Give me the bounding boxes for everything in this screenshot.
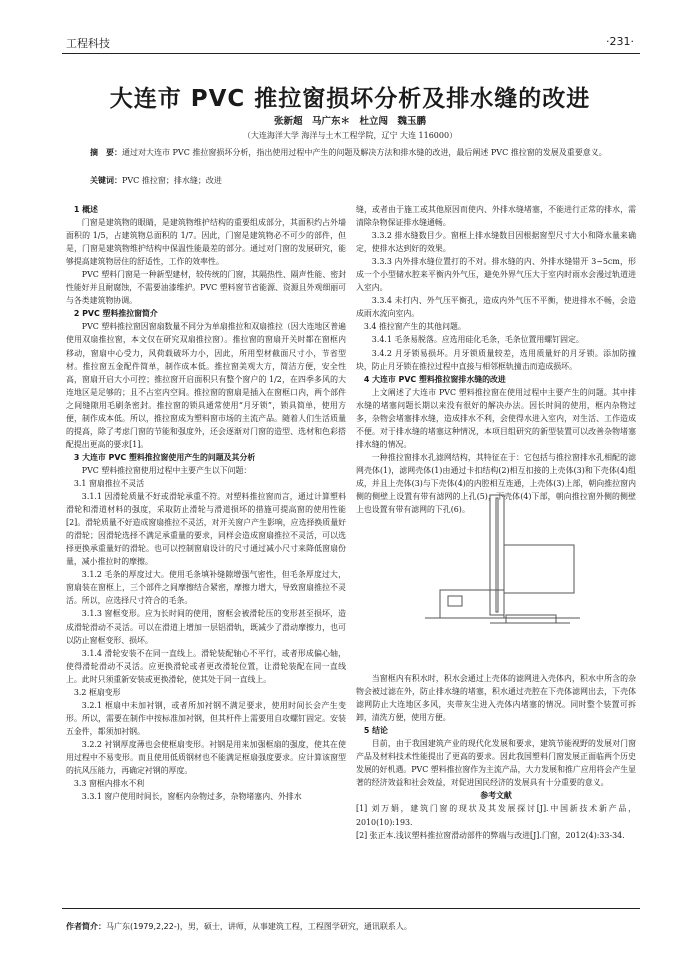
page-title: 大连市 PVC 推拉窗损坏分析及排水缝的改进 [109,86,591,112]
paragraph: 3.3.2 排水缝数目少。窗框上排水缝数目因根据窗型尺寸大小和降水量来确定，使排水达到好的效果。 [356,231,636,254]
figure-upper-shell [490,495,504,615]
left-column [66,203,346,803]
section-heading: 1 概述 [73,205,98,214]
references-heading: 参考文献 [480,791,512,801]
section-heading: 4 大连市 PVC 塑料推拉窗排水缝的改进 [363,374,506,384]
page-number: ·231· [606,35,634,48]
reference-item: [2] 张正本.浅议塑料推拉窗滑动部件的弊端与改进[J].门窗，2012(4):33-34. [356,830,625,840]
paragraph: 3.3.1 窗户使用时间长，窗框内杂物过多，杂物堵塞内、外排水 [81,792,302,802]
paragraph: PVC 塑料推拉窗因窗扇数量不同分为单扇推拉和双扇推拉（因大连地区普遍使用双扇推拉窗，本文仅在研究双扇推拉窗）。推拉窗的窗扇开关时都在窗框内移动，窗扇中心受力，风荷载破坏力小，因此，所用型材截面尺寸小，节省型材。推拉窗五金配件简单，制作成本低。推拉窗美观大方，简洁方便，安全性高，窗扇开启大小可控；推拉窗开启面积只有整个窗户的 1/2，在四季多风的大连地区是足够的；且不占室内空间。推拉窗的窗扇是插入在窗框口内，两个部件之间缝隙用毛刷条密封。推拉窗的锁具通常使用“月牙锁”，锁具简单，使用方便，制作成本低。所以，推拉窗成为塑料窗市场的主流产品。随着人们生活质量的提高，除了考虑门窗的节能和强度外，还会逐渐对门窗的造型、选材和色彩搭配提出更高的要求[1]。 [66,322,346,449]
subsection-heading: 3.4 推拉窗产生的其他问题。 [363,322,466,332]
paragraph: 3.1.3 窗框变形。应为长时间的使用，窗框会被滑轮压的变形甚至损坏，造成滑轮滑动不灵活。可以在滑道上增加一层铝滑轨，既减少了滑动摩擦力，也可以防止窗框变形、损坏。 [66,609,346,645]
subsection-heading: 3.1 窗扇推拉不灵活 [73,478,145,488]
authors: 张新超 马广东＊ 杜立闯 魏玉鹏 [273,116,426,127]
section-heading: 2 PVC 塑料推拉窗简介 [73,309,158,319]
abstract-text: 通过对大连市 PVC 推拉窗损坏分析，指出使用过程中产生的问题及解决方法和排水缝的改进，最后阐述 PVC 推拉窗的发展及重要意义。 [122,148,607,157]
keywords-label: 关键词： [90,175,122,185]
section-heading: 5 结论 [363,726,388,736]
paragraph: 3.2.2 衬钢厚度薄也会使框扇变形。衬钢是用来加强框扇的强度，使其在使用过程中不易变形。而且使用低质钢材也不能满足框扇强度要求。应计算该窗型的抗风压能力，再确定衬钢的厚度。 [66,739,346,776]
paragraph: 3.4.1 毛条易脱落。应选用硅化毛条，毛条位置用螺钉固定。 [371,335,584,345]
paragraph: 3.3.4 未打内、外气压平衡孔，造成内外气压不平衡，使进排水不畅，会造成雨水流向室内。 [356,296,636,319]
author-note [66,921,412,932]
paragraph: 门窗是建筑物的眼睛，是建筑物维护结构的重要组成部分，其面积约占外墙面积的 1/5，占建筑物总面积的 1/7。因此，门窗是建筑物必不可少的部件，但是，门窗是建筑物维护结构中保温性能最差的部分。通过对门窗的发展研究，能够提高建筑物居住的舒适性，工作的效率性。 [66,218,346,267]
right-column-bottom [356,672,636,842]
figure-side-frame [504,545,574,593]
header-rule [62,53,640,54]
affiliation: （大连海洋大学 海洋与土木工程学院，辽宁 大连 116000） [242,131,458,140]
paragraph: 3.1.1 因滑轮质量不好或滑轮承重不符。对塑料推拉窗而言，通过计算塑料滑轮和滑道材料的强度，采取防止滑轮与滑道损坏的措施可提高窗的使用性能[2]。滑轮质量不好造成窗扇推拉不灵活，对开关窗户产生影响，应选择换质量好的滑轮；因滑轮选择不满足承重量的要求，同样会造成窗扇推拉不灵活，可以选择更换承重量好的滑轮。也可以控制窗扇设计的尺寸通过减小尺寸来降低窗扇份量，减小推拉时的摩擦。 [66,492,346,567]
paragraph: 3.1.4 滑轮安装不在同一直线上。滑轮装配轴心不平行，或者形成偏心轴，使得滑轮滑动不灵活。应更换滑轮或者更改滑轮位置，让滑轮装配在同一直线上。此时只须重新安装或更换滑轮，使其处于同一直线上。 [66,648,346,684]
paragraph: 3.1.2 毛条的厚度过大。使用毛条填补缝隙增强气密性，但毛条厚度过大，窗扇装在窗框上，三个部件之间摩擦结合紧密，摩擦力增大，导致窗扇推拉不灵活。所以，应选择尺寸符合的毛条。 [66,570,346,606]
paragraph: PVC 塑料门窗是一种新型建材，较传统的门窗，其隔热性、隔声性能、密封性能好并且耐腐蚀，不需要油漆维护。PVC 塑料窗节省能源、资源且外观细丽可与各类建筑物协调。 [66,270,346,306]
figure-lower-shell [440,590,504,618]
paragraph: 3.2.1 框扇中未加衬钢，或者所加衬钢不满足要求，使用时间长会产生变形。所以，需要在制作中按标准加衬钢，但其杆件上需要用自攻螺钉固定。安装五金件，都须加衬钢。 [66,700,346,736]
keywords [90,175,222,186]
section-heading: 3 大连市 PVC 塑料推拉窗使用产生的问题及其分析 [73,452,256,462]
abstract [66,146,640,159]
paragraph: PVC 塑料推拉窗使用过程中主要产生以下问题： [81,465,252,475]
paragraph: 当窗框内有积水时，积水会通过上壳体的滤网进入壳体内，积水中所含的杂物会被过滤在外，防止排水缝的堵塞，积水通过壳腔在下壳体滤网出去，下壳体滤网防止大连地区多风，夹带灰尘进入壳体内堵塞的情况。同时整个装置可拆卸，清洗方便，使用方便。 [356,674,636,723]
paragraph: 缝，或者由于施工或其他原因而使内、外排水缝堵塞，不能进行正常的排水，需清除杂物保证排水缝通畅。 [356,205,636,228]
right-column-top [356,203,636,516]
author-note-label: 作者简介： [66,922,106,931]
figure-rail [506,615,556,623]
paragraph: 3.4.2 月牙锁易损坏。月牙锁质量较差，选用质量好的月牙锁。添加防撞块，防止月牙锁在推拉过程中直接与相邻框轨撞击而造成损坏。 [356,348,636,371]
journal-name: 工程科技 [66,37,110,50]
paragraph: 一种推拉窗排水孔滤网结构，其特征在于：它包括与推拉窗排水孔相配的滤网壳体(1)，滤网壳体(1)由通过卡扣结构(2)相互扣接的上壳体(3)和下壳体(4)组成，并且上壳体(3)与下壳体(4)的内腔相互连通，上壳体(3)上部，朝向推拉窗内侧的侧壁上设置有带有滤网的上孔(5)，下壳体(4)下部，朝向推拉窗外侧的侧壁上也设置有带有滤网的下孔(6)。 [356,452,636,515]
filter-structure-figure [420,490,590,645]
abstract-label: 摘 要： [90,147,122,157]
subsection-heading: 3.3 窗框内排水不利 [73,779,145,789]
paragraph: 3.3.3 内外排水缝位置打的不对。排水缝的内、外排水缝错开 3~5cm，形成一个小型储水腔来平衡内外气压，避免外界气压大于室内时雨水会漫过轨道进入室内。 [356,257,636,293]
reference-item: [1] 刘万娟，建筑门窗的现状及其发展探讨[J].中国新技术新产品，2010(10):193. [356,804,636,827]
subsection-heading: 3.2 框扇变形 [73,687,121,697]
footer-rule [62,908,640,909]
paragraph: 上文阐述了大连市 PVC 塑料推拉窗在使用过程中主要产生的问题。其中排水缝的堵塞问题长期以来没有很好的解决办法。因长时间的使用，框内杂物过多，杂物会堵塞排水缝，造成排水不利，会使得水进入室内，对生活、工作造成不便。对于排水缝的堵塞这种情况，本项目组研究的新型装置可以改善杂物堵塞排水缝的情况。 [356,387,636,449]
figure-lower-hole [448,596,462,606]
paragraph: 目前，由于我国建筑产业的现代化发展和要求，建筑节能视野的发展对门窗产品及材料技术性能提出了更高的要求。因此我国塑料门窗发展正面临两个历史发展的好机遇。PVC 塑料推拉窗作为主流产品，大力发展和推广应用将会产生显著的经济效益和社会效益，对促进国民经济的发展具有十分重要的意义。 [356,739,636,788]
figure-inner-line [496,498,498,612]
author-note-text: 马广东(1979,2,22-)，男，硕士，讲师，从事建筑工程，工程图学研究，通讯联系人。 [106,922,412,931]
keywords-text: PVC 推拉窗；排水缝；改进 [122,176,222,185]
